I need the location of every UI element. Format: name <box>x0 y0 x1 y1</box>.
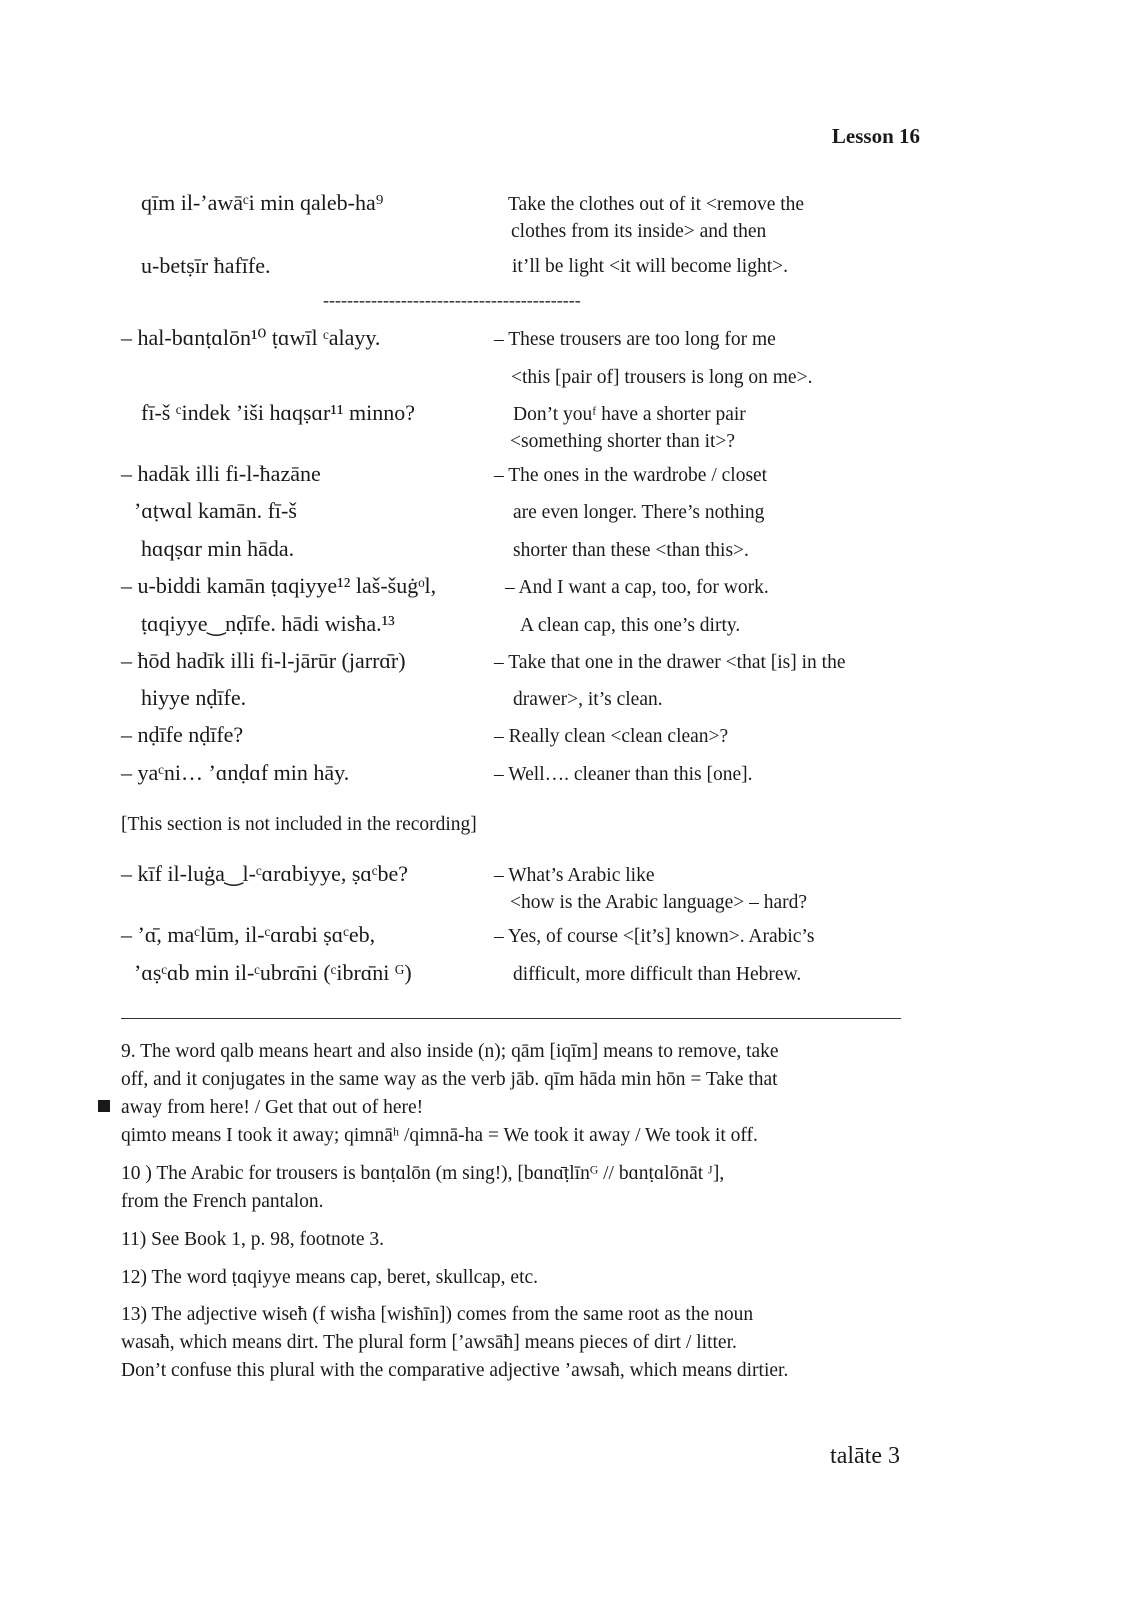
dialogue-english-line: <something shorter than it>? <box>510 431 736 452</box>
footnote-9 <box>121 1038 921 1150</box>
footnote-line: from the French pantalon. <box>121 1191 324 1212</box>
dialogue-english-line: shorter than these <than this>. <box>513 540 749 561</box>
dialogue-english-line: are even longer. There’s nothing <box>513 502 765 523</box>
dialogue-arabic-line: – nḍīfe nḍīfe? <box>121 722 244 747</box>
dialogue-arabic-line: – kīf il-luġa‿l-ᶜɑrɑbiyye, ṣɑᶜbe? <box>121 861 409 886</box>
dialogue-english-line: – Well…. cleaner than this [one]. <box>494 764 753 785</box>
page-number: talāte 3 <box>830 1443 900 1469</box>
dialogue-english-line: drawer>, it’s clean. <box>513 689 663 710</box>
dialogue-english-line: clothes from its inside> and then <box>511 221 767 242</box>
footnote-13 <box>121 1301 921 1385</box>
dialogue-english-line: – Really clean <clean clean>? <box>494 726 729 747</box>
dialogue-arabic-line: ’ɑṣᶜɑb min il-ᶜubrɑ̄ni (ᶜibrɑ̄ni ᴳ) <box>134 960 412 985</box>
footnote-12: 12) The word ṭɑqiyye means cap, beret, skullcap, etc. <box>121 1267 539 1288</box>
dialogue-arabic-line: – ħōd hadīk illi fi-l-jārūr (jarrɑ̄r) <box>121 648 406 673</box>
footnote-line: 13) The adjective wiseħ (f wisħa [wisħīn]) comes from the same root as the noun <box>121 1304 754 1325</box>
dialogue-english-line: – Take that one in the drawer <that [is] in the <box>494 652 846 673</box>
dialogue-arabic-line: hɑqṣɑr min hāda. <box>141 536 295 561</box>
dialogue-english-line: <this [pair of] trousers is long on me>. <box>511 367 813 388</box>
footnote-line: away from here! / Get that out of here! <box>121 1097 424 1118</box>
dialogue-english-line: difficult, more difficult than Hebrew. <box>513 964 802 985</box>
dialogue-english-line: Don’t youᶠ have a shorter pair <box>513 404 746 425</box>
dialogue-arabic-line: ṭɑqiyye‿nḍīfe. hādi wisħa.¹³ <box>141 611 395 636</box>
dialogue-english-line: – These trousers are too long for me <box>494 329 776 350</box>
footnote-line: wasaħ, which means dirt. The plural form [’awsāħ] means pieces of dirt / litter. <box>121 1332 737 1353</box>
footnote-line: 10 ) The Arabic for trousers is bɑnṭɑlōn (m sing!), [bɑnɑ̄ṭlīnᴳ // bɑnṭɑlōnāt ᴶ], <box>121 1163 725 1184</box>
dialogue-english-line: – The ones in the wardrobe / closet <box>494 465 768 486</box>
dialogue-english-line: – Yes, of course <[it’s] known>. Arabic’s <box>494 926 815 947</box>
dialogue-arabic-line: qīm il-’awāᶜi min qaleb-ha⁹ <box>141 190 384 215</box>
dialogue-english-line: – What’s Arabic like <box>494 865 655 886</box>
dialogue-english-line: A clean cap, this one’s dirty. <box>520 615 741 636</box>
dialogue-arabic-line: – hadāk illi fi-l-ħazāne <box>121 461 321 486</box>
dialogue-arabic-line: – ’ɑ̄, maᶜlūm, il-ᶜɑrɑbi ṣɑᶜeb, <box>121 922 376 947</box>
lesson-header: Lesson 16 <box>831 124 920 148</box>
footnote-line: off, and it conjugates in the same way as the verb jāb. qīm hāda min hōn = Take that <box>121 1069 778 1090</box>
footnote-line: 9. The word qalb means heart and also inside (n); qām [iqīm] means to remove, take <box>121 1041 779 1062</box>
footnote-divider <box>121 1018 901 1019</box>
dialogue-arabic-line: hiyye nḍīfe. <box>141 685 247 710</box>
dialogue-english-line: – And I want a cap, too, for work. <box>505 577 769 598</box>
dialogue-arabic-line: ’ɑṭwɑl kamān. fī-š <box>134 498 297 523</box>
section-separator: ------------------------------------------- <box>323 290 581 310</box>
dialogue-english-line: <how is the Arabic language> – hard? <box>510 892 808 913</box>
dialogue-arabic-line: fī-š ᶜindek ’iši hɑqṣɑr¹¹ minno? <box>141 400 416 425</box>
footnote-10 <box>121 1160 921 1216</box>
dialogue-english-line: it’ll be light <it will become light>. <box>512 256 788 277</box>
footnote-11: 11) See Book 1, p. 98, footnote 3. <box>121 1229 385 1250</box>
footnote-line: Don’t confuse this plural with the comparative adjective ’awsaħ, which means dirtier. <box>121 1360 789 1381</box>
dialogue-arabic-line: – yaᶜni… ’ɑnḍɑf min hāy. <box>121 760 350 785</box>
dialogue-arabic-line: – u-biddi kamān ṭɑqiyye¹² laš-šuġᵒl, <box>121 573 437 598</box>
margin-marker <box>98 1100 110 1112</box>
dialogue-english-line: Take the clothes out of it <remove the <box>508 194 805 215</box>
dialogue-arabic-line: – hal-bɑnṭɑlōn¹⁰ ṭɑwīl ᶜalayy. <box>121 325 381 350</box>
dialogue-arabic-line: u-betṣīr ħafīfe. <box>141 253 271 278</box>
recording-note: [This section is not included in the recording] <box>121 814 477 835</box>
footnote-line: qimto means I took it away; qimnāʰ /qimnā-ha = We took it away / We took it off. <box>121 1125 758 1146</box>
